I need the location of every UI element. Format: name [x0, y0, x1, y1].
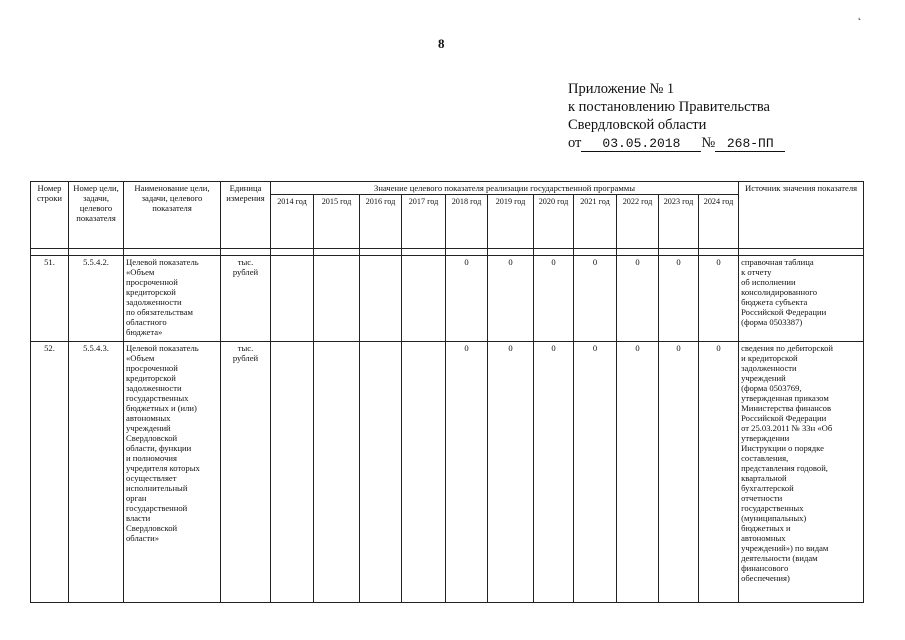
corner-mark: ˛ [858, 10, 862, 21]
header-year: 2023 год [659, 195, 699, 249]
appendix-title: Приложение № 1 [568, 81, 675, 97]
cell-value: 0 [659, 256, 699, 342]
resolution-number: 268-ПП [715, 136, 785, 152]
resolution-date: 03.05.2018 [581, 136, 701, 152]
cell-value: 0 [617, 256, 659, 342]
header-year: 2015 год [314, 195, 360, 249]
header-year: 2021 год [574, 195, 617, 249]
header-year: 2020 год [534, 195, 574, 249]
cell-value: 0 [488, 256, 534, 342]
appendix-region: Свердловской области [568, 117, 707, 133]
cell-goal-number: 5.5.4.3. [69, 342, 124, 603]
table-header-row [31, 182, 864, 195]
cell-name: Целевой показатель «Объем просроченной кредиторской задолженности государственных бюджетных и (или) автономных учреждений Свердловской области, функции и полномочия учредителя которых осуществляет исполнительный орган государственной власти Свердловской области» [124, 342, 221, 603]
number-prefix: № [701, 135, 716, 151]
cell-unit: тыс. рублей [221, 256, 271, 342]
cell-value: 0 [534, 342, 574, 603]
header-year: 2016 год [360, 195, 402, 249]
cell-value: 0 [617, 342, 659, 603]
page-number: 8 [438, 36, 445, 51]
cell-source: справочная таблица к отчету об исполнении консолидированного бюджета субъекта Российской Федерации (форма 0503387) [739, 256, 864, 342]
cell-name: Целевой показатель «Объем просроченной кредиторской задолженности по обязательствам областного бюджета» [124, 256, 221, 342]
cell-row-number: 51. [31, 256, 69, 342]
cell-value: 0 [574, 256, 617, 342]
header-goal-number: Номер цели, задачи, целевого показателя [69, 182, 124, 249]
cell-value [314, 256, 360, 342]
cell-value: 0 [534, 256, 574, 342]
header-year: 2024 год [699, 195, 739, 249]
cell-value [314, 342, 360, 603]
cell-value [360, 256, 402, 342]
header-values-group: Значение целевого показателя реализации государственной программы [271, 182, 739, 195]
header-year: 2017 год [402, 195, 446, 249]
cell-value [271, 256, 314, 342]
cell-value: 0 [574, 342, 617, 603]
appendix-date-line [568, 134, 785, 152]
cell-value: 0 [699, 256, 739, 342]
header-row-number: Номер строки [31, 182, 69, 249]
cell-value [402, 342, 446, 603]
date-prefix: от [568, 135, 582, 151]
cell-value: 0 [446, 256, 488, 342]
indicators-table [30, 181, 864, 603]
header-year: 2019 год [488, 195, 534, 249]
cell-value: 0 [699, 342, 739, 603]
cell-value [271, 342, 314, 603]
cell-value [360, 342, 402, 603]
cell-goal-number: 5.5.4.2. [69, 256, 124, 342]
header-year: 2018 год [446, 195, 488, 249]
cell-unit: тыс. рублей [221, 342, 271, 603]
table-spacer-row [31, 249, 864, 256]
cell-row-number: 52. [31, 342, 69, 603]
appendix-resolution: к постановлению Правительства [568, 99, 770, 115]
cell-value: 0 [488, 342, 534, 603]
table-row [31, 256, 864, 342]
appendix-header [568, 80, 785, 152]
header-year: 2022 год [617, 195, 659, 249]
cell-value [402, 256, 446, 342]
header-name: Наименование цели, задачи, целевого показателя [124, 182, 221, 249]
header-year: 2014 год [271, 195, 314, 249]
cell-value: 0 [446, 342, 488, 603]
header-unit: Единица измерения [221, 182, 271, 249]
cell-source: сведения по дебиторской и кредиторской задолженности учреждений (форма 0503769, утвержденная приказом Министерства финансов Российской Федерации от 25.03.2011 № 33н «Об утверждении Инструкции о порядке составления, представления годовой, квартальной бухгалтерской отчетности государственных (муниципальных) бюджетных и автономных учреждений») по видам деятельности (видам финансового обеспечения) [739, 342, 864, 603]
table-row [31, 342, 864, 603]
cell-value: 0 [659, 342, 699, 603]
header-source: Источник значения показателя [739, 182, 864, 249]
